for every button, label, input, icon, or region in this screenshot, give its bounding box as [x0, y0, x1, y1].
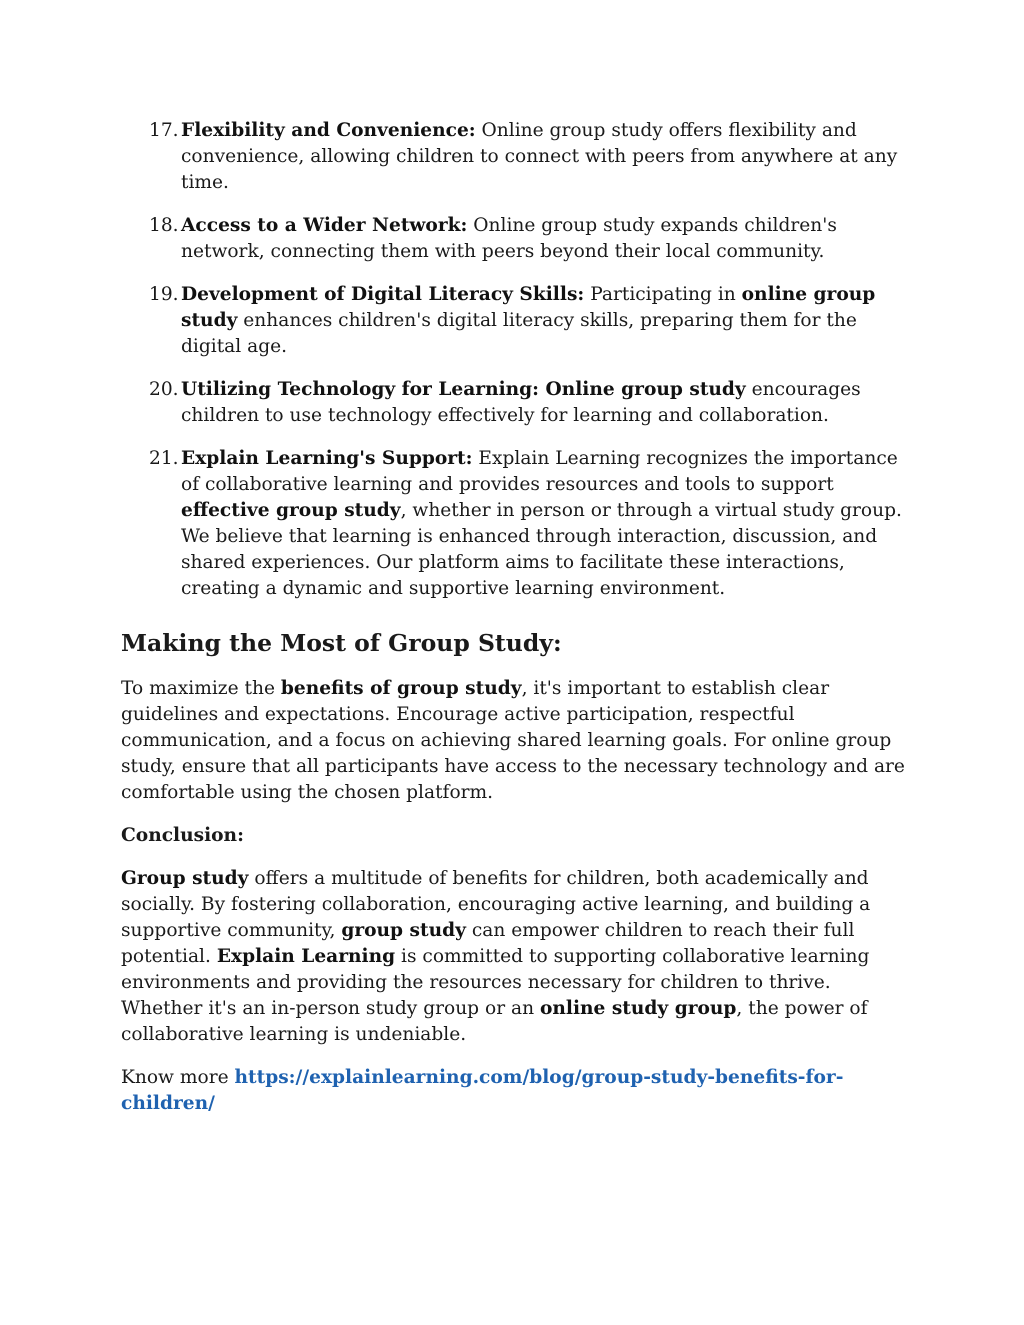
item-title: Utilizing Technology for Learning: Online group study: [181, 379, 746, 400]
paragraph-bold-phrase: Explain Learning: [216, 946, 396, 967]
list-number: 20.: [149, 379, 179, 400]
list-item: [121, 282, 911, 360]
item-bold-phrase: online group study: [181, 284, 876, 331]
item-text: Online group study expands children's network, connecting them with peers beyond their local community.: [181, 215, 837, 262]
know-more-label: Know more: [121, 1067, 235, 1088]
benefits-list: [121, 118, 911, 602]
list-number: 18.: [149, 215, 179, 236]
paragraph-text: offers a multitude of benefits for children, both academically and socially. By fostering collaboration, encouraging active learning, and building a supportive community,: [121, 868, 871, 941]
item-text: , whether in person or through a virtual study group. We believe that learning is enhanced through interaction, discussion, and shared experiences. Our platform aims to facilitate these interactions, creating a dynamic and supportive learning environment.: [181, 500, 902, 599]
item-text: Participating in: [584, 284, 742, 305]
item-title: Flexibility and Convenience:: [181, 120, 476, 141]
item-text: Online group study offers flexibility and convenience, allowing children to connect with peers from anywhere at any time.: [181, 120, 898, 193]
list-item: [121, 446, 911, 602]
item-title: Access to a Wider Network:: [181, 215, 468, 236]
blog-link[interactable]: https://explainlearning.com/blog/group-study-benefits-for-children/: [121, 1067, 844, 1114]
paragraph-bold-phrase: Group study: [121, 868, 249, 889]
section-paragraph: [121, 676, 911, 806]
paragraph-bold-phrase: online study group: [539, 998, 737, 1019]
list-item: [121, 118, 911, 196]
section-heading: Making the Most of Group Study:: [121, 629, 562, 657]
paragraph-text: can empower children to reach their full potential.: [121, 920, 855, 967]
list-item: [121, 213, 911, 265]
paragraph-text: is committed to supporting collaborative learning environments and providing the resources necessary for children to thrive. Whether it's an in-person study group or an: [121, 946, 870, 1019]
paragraph-text: , it's important to establish clear guidelines and expectations. Encourage active participation, respectful communication, and a focus on achieving shared learning goals. For online group study, ensure that all participants have access to the necessary technology and are comfortable using the chosen platform.: [121, 678, 905, 803]
conclusion-paragraph: [121, 866, 911, 1048]
list-number: 21.: [149, 448, 179, 469]
paragraph-bold-phrase: benefits of group study: [280, 678, 522, 699]
paragraph-bold-phrase: group study: [341, 920, 466, 941]
item-title: Development of Digital Literacy Skills:: [181, 284, 585, 305]
item-title: Explain Learning's Support:: [181, 448, 473, 469]
item-text: enhances children's digital literacy skills, preparing them for the digital age.: [181, 310, 857, 357]
item-bold-phrase: effective group study: [181, 500, 401, 521]
conclusion-heading: Conclusion:: [121, 825, 244, 846]
list-number: 17.: [149, 120, 179, 141]
list-item: [121, 377, 911, 429]
paragraph-text: , the power of collaborative learning is undeniable.: [121, 998, 868, 1045]
know-more-line: [121, 1065, 911, 1117]
item-text: encourages children to use technology effectively for learning and collaboration.: [181, 379, 861, 426]
list-number: 19.: [149, 284, 179, 305]
item-text: Explain Learning recognizes the importance of collaborative learning and provides resources and tools to support: [181, 448, 898, 495]
paragraph-text: To maximize the: [121, 678, 281, 699]
document-content: [121, 118, 911, 1134]
